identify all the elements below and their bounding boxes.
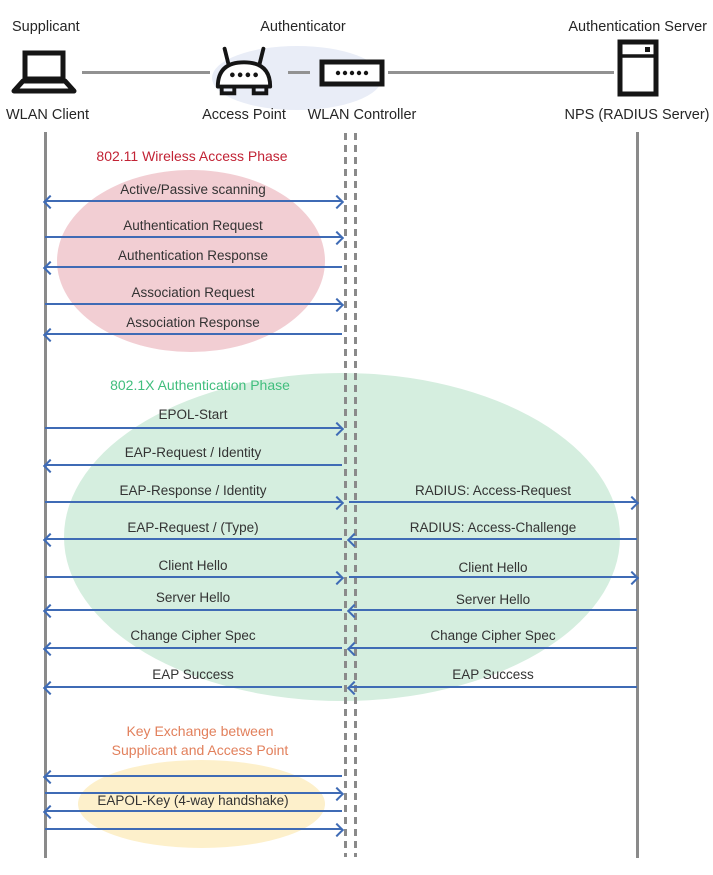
- access-point-icon: [212, 44, 276, 103]
- msg-eap-response-identity: EAP-Response / Identity: [119, 483, 267, 498]
- arrow-server-hello-right: [349, 609, 637, 611]
- msg-change-cipher-spec-right: Change Cipher Spec: [430, 628, 556, 643]
- arrow-eap-request-identity: [45, 464, 342, 466]
- arrow-client-hello-right: [349, 576, 637, 578]
- msg-client-hello-left: Client Hello: [158, 558, 228, 573]
- msg-active-passive-scanning: Active/Passive scanning: [120, 182, 266, 197]
- msg-eap-success-right: EAP Success: [452, 667, 534, 682]
- lifeline-controller-right: [354, 133, 357, 857]
- eapol-key-arrow-4: [45, 828, 342, 830]
- phase2-ellipse: [64, 373, 620, 701]
- lifeline-controller-left: [344, 133, 347, 857]
- arrow-change-cipher-spec-left: [45, 647, 342, 649]
- label-access-point: Access Point: [202, 107, 286, 123]
- phase3-title: [65, 722, 335, 760]
- msg-change-cipher-spec-left: Change Cipher Spec: [130, 628, 256, 643]
- arrow-client-hello-left: [45, 576, 342, 578]
- connector-ap-controller: [288, 71, 310, 74]
- arrow-active-passive-scanning: [45, 200, 342, 202]
- arrow-authentication-request: [45, 236, 342, 238]
- phase3-title-line1: Key Exchange between: [126, 723, 274, 739]
- label-wlan-controller: WLAN Controller: [307, 107, 417, 123]
- msg-epol-start: EPOL-Start: [158, 407, 228, 422]
- msg-server-hello-right: Server Hello: [455, 592, 531, 607]
- arrow-eap-success-right: [349, 686, 637, 688]
- eapol-key-arrow-1: [45, 775, 342, 777]
- msg-eap-request-type: EAP-Request / (Type): [127, 520, 259, 535]
- arrow-radius-access-challenge: [349, 538, 637, 540]
- lifeline-wlan-client: [44, 132, 47, 858]
- connector-client-ap: [82, 71, 210, 74]
- msg-authentication-response: Authentication Response: [117, 248, 269, 263]
- server-icon: [617, 39, 659, 102]
- arrow-change-cipher-spec-right: [349, 647, 637, 649]
- msg-radius-access-challenge: RADIUS: Access-Challenge: [409, 520, 577, 535]
- arrow-eap-response-identity: [45, 501, 342, 503]
- lifeline-radius-server: [636, 132, 639, 858]
- arrow-eap-success-left: [45, 686, 342, 688]
- wlan-controller-icon: [319, 59, 385, 92]
- laptop-icon: [8, 50, 80, 101]
- role-authenticator: Authenticator: [260, 19, 346, 35]
- label-nps-radius-server: NPS (RADIUS Server): [564, 107, 710, 123]
- role-authentication-server: Authentication Server: [568, 19, 707, 35]
- msg-eap-success-left: EAP Success: [152, 667, 234, 682]
- phase2-title: 802.1X Authentication Phase: [110, 377, 290, 393]
- arrow-association-response: [45, 333, 342, 335]
- arrow-eap-request-type: [45, 538, 342, 540]
- connector-controller-server: [388, 71, 614, 74]
- msg-eapol-key-handshake: EAPOL-Key (4-way handshake): [97, 793, 289, 808]
- arrow-authentication-response: [45, 266, 342, 268]
- phase3-title-line2: Supplicant and Access Point: [111, 742, 289, 758]
- label-wlan-client: WLAN Client: [6, 107, 89, 123]
- msg-association-response: Association Response: [126, 315, 260, 330]
- msg-authentication-request: Authentication Request: [123, 218, 263, 233]
- arrow-radius-access-request: [349, 501, 637, 503]
- msg-radius-access-request: RADIUS: Access-Request: [414, 483, 572, 498]
- eapol-key-arrow-3: [45, 810, 342, 812]
- role-supplicant: Supplicant: [12, 19, 80, 35]
- msg-association-request: Association Request: [131, 285, 255, 300]
- arrow-epol-start: [45, 427, 342, 429]
- msg-server-hello-left: Server Hello: [155, 590, 231, 605]
- phase1-title: 802.11 Wireless Access Phase: [96, 148, 288, 164]
- msg-client-hello-right: Client Hello: [458, 560, 528, 575]
- arrow-server-hello-left: [45, 609, 342, 611]
- arrow-association-request: [45, 303, 342, 305]
- msg-eap-request-identity: EAP-Request / Identity: [124, 445, 262, 460]
